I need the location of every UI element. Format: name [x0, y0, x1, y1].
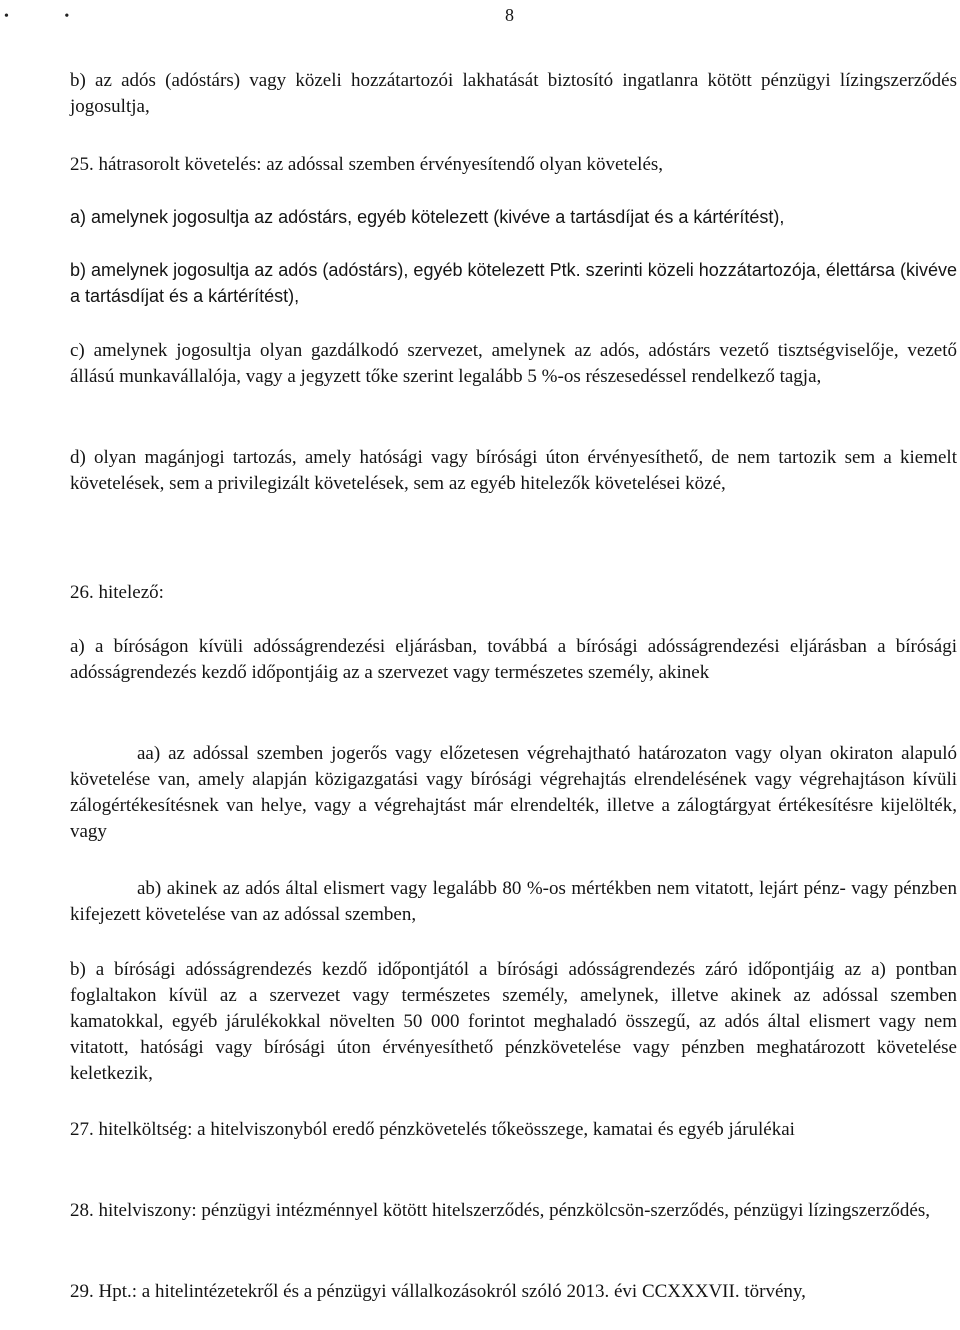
- page-number: 8: [505, 5, 514, 25]
- paragraph-25-b: b) amelynek jogosultja az adós (adóstárs), egyéb kötelezett Ptk. szerinti közeli hozzátartozója, élettársa (kivéve a tartásdíjat és a kártérítést),: [70, 260, 957, 306]
- paragraph-25-a: a) amelynek jogosultja az adóstárs, egyéb kötelezett (kivéve a tartásdíjat és a kártérítést),: [70, 207, 785, 227]
- paragraph-26-b: b) a bírósági adósságrendezés kezdő időpontjától a bírósági adósságrendezés záró időpontjáig az a) pontban foglaltakon kívül az a szervezet vagy természetes személy, amelynek, illetve akinek az adóssal szemben kamatokkal, egyéb járulékokkal növelten 50 000 forintot meghaladó összegű, az adós által elismert vagy nem vitatott, hatósági vagy bírósági úton érvényesíthető pénzkövetelése vagy pénzben meghatározott követelése keletkezik,: [70, 959, 957, 1084]
- heading-25-hatrasorolt-koveteles: 25. hátrasorolt követelés: az adóssal szemben érvényesítendő olyan követelés,: [70, 154, 664, 175]
- paragraph-26-aa: aa) az adóssal szemben jogerős vagy előzetesen végrehajtható határozaton vagy olyan okiraton alapuló követelése van, amely alapján közigazgatási vagy bírósági végrehajtás elrendelésének vagy végrehajtáson kívüli zálogértékesítésnek van helye, vagy a végrehajtást már elrendelték, illetve a zálogtárgyat értékesítésre kijelölték, vagy: [70, 743, 957, 842]
- paragraph-26-ab: ab) akinek az adós által elismert vagy legalább 80 %-os mértékben nem vitatott, lejárt pénz- vagy pénzben kifejezett követelése van az adóssal szemben,: [70, 878, 957, 925]
- paragraph-25-c: c) amelynek jogosultja olyan gazdálkodó szervezet, amelynek az adós, adóstárs vezető tisztségviselője, vezető állású munkavállalója, vagy a jegyzett tőke szerint legalább 5 %-os részesedéssel rendelkező tagja,: [70, 340, 957, 387]
- heading-28-hitelviszony: 28. hitelviszony: pénzügyi intézménnyel kötött hitelszerződés, pénzkölcsön-szerződés, pénzügyi lízingszerződés,: [70, 1200, 931, 1221]
- paragraph-25-d: d) olyan magánjogi tartozás, amely hatósági vagy bírósági úton érvényesíthető, de nem tartozik sem a kiemelt követelések, sem a privilegizált követelések, sem az egyéb hitelezők követelései közé,: [70, 447, 957, 494]
- heading-27-hitelkoltseg: 27. hitelköltség: a hitelviszonyból eredő pénzkövetelés tőkeösszege, kamatai és egyéb járulékai: [70, 1119, 795, 1140]
- paragraph-26-a: a) a bíróságon kívüli adósságrendezési eljárásban, továbbá a bírósági adósságrendezési eljárásban a bírósági adósságrendezés kezdő időpontjáig az a szervezet vagy természetes személy, akinek: [70, 636, 957, 683]
- paragraph-b-lizing: b) az adós (adóstárs) vagy közeli hozzátartozói lakhatását biztosító ingatlanra kötött pénzügyi lízingszerződés jogosultja,: [70, 70, 957, 117]
- heading-26-hitelezo: 26. hitelező:: [70, 582, 164, 603]
- heading-29-hpt: 29. Hpt.: a hitelintézetekről és a pénzügyi vállalkozásokról szóló 2013. évi CCXXXVII. törvény,: [70, 1281, 806, 1302]
- corner-marks: • •: [4, 9, 96, 24]
